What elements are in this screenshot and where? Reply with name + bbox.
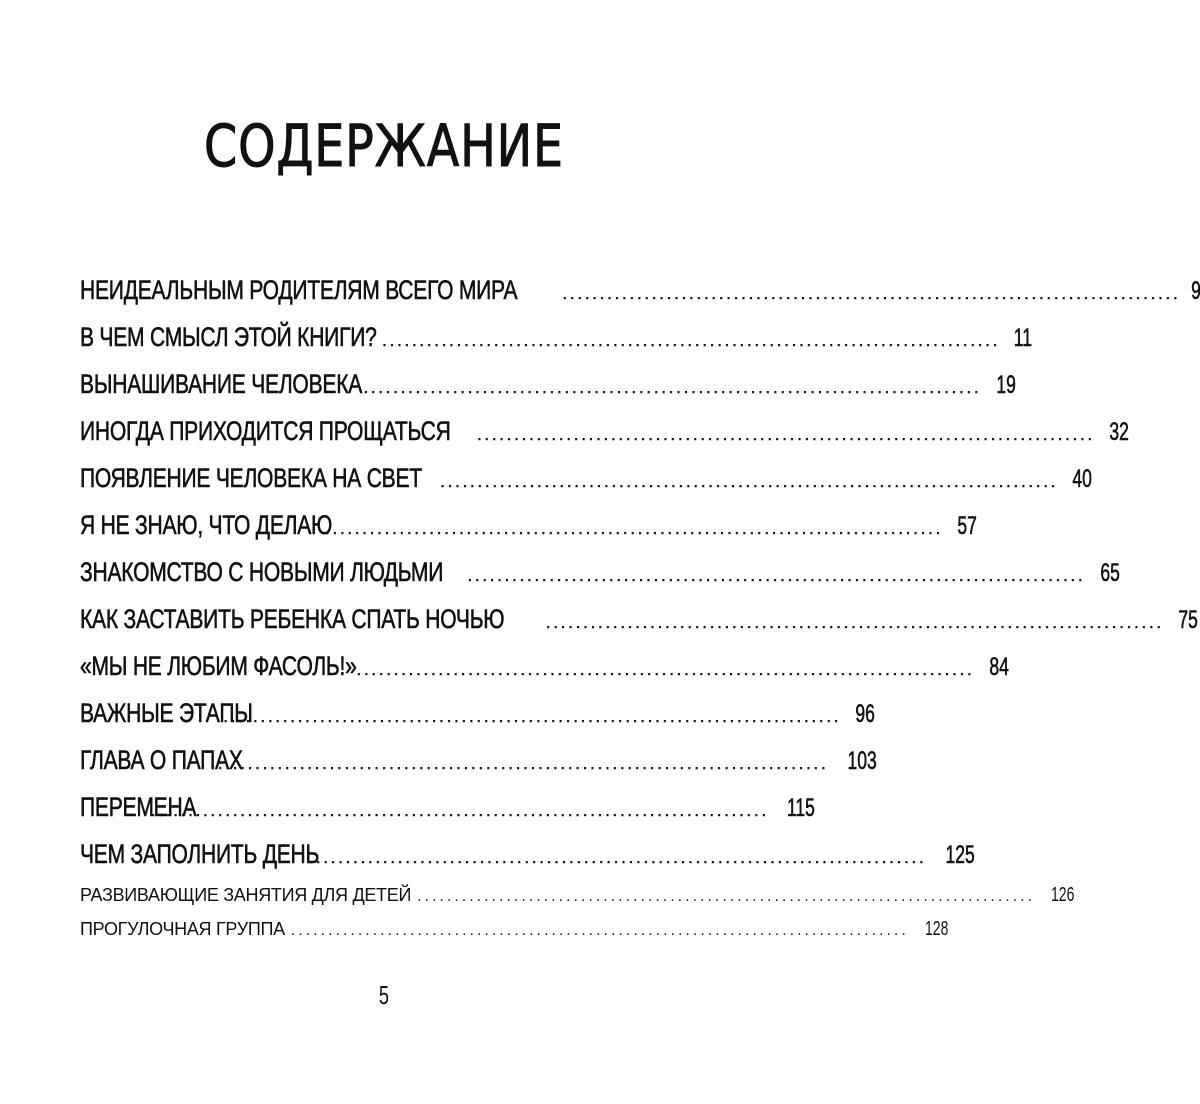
leader-dots: ................................................................................... — [477, 427, 1096, 444]
toc-entry-page: 11 — [1014, 324, 1033, 352]
toc-entry — [80, 416, 1129, 456]
toc-entry-page: 75 — [1178, 606, 1198, 634]
toc-entry-title: Я НЕ ЗНАЮ, ЧТО ДЕЛАЮ — [80, 510, 333, 540]
leader-dots: ................................................................................... — [546, 615, 1164, 632]
leader-dots: ................................................................................... — [417, 888, 1036, 905]
page-title: СОДЕРЖАНИЕ — [204, 112, 564, 180]
leader-dots: ................................................................................... — [467, 568, 1086, 585]
leader-dots: ................................................................................... — [440, 474, 1059, 491]
toc-entry — [80, 322, 1033, 362]
toc-entry-page: 125 — [945, 841, 975, 869]
toc-entry-title: ПЕРЕМЕНА — [80, 792, 197, 822]
toc-entry — [80, 604, 1198, 644]
toc-subentry — [80, 884, 1075, 914]
toc-entry-page: 84 — [988, 653, 1009, 681]
toc-entry — [80, 745, 877, 785]
toc-entry — [80, 698, 876, 738]
leader-dots: ................................................................................... — [308, 850, 927, 867]
leader-dots: ................................................................................... — [325, 521, 944, 538]
leader-dots: ................................................................................... — [363, 380, 982, 397]
leader-dots: ................................................................................... — [382, 333, 1001, 350]
leader-dots: ................................................................................... — [356, 662, 975, 679]
toc-entry-title: КАК ЗАСТАВИТЬ РЕБЕНКА СПАТЬ НОЧЬЮ — [80, 604, 505, 634]
toc-entry — [80, 792, 815, 832]
toc-entry — [80, 839, 975, 879]
toc-entry-title: В ЧЕМ СМЫСЛ ЭТОЙ КНИГИ? — [80, 322, 377, 352]
toc-entry-title: «МЫ НЕ ЛЮБИМ ФАСОЛЬ!» — [80, 651, 357, 681]
leader-dots: ................................................................................... — [210, 756, 829, 773]
toc-entry-title: ПОЯВЛЕНИЕ ЧЕЛОВЕКА НА СВЕТ — [80, 463, 422, 493]
toc-entry-title: ВАЖНЫЕ ЭТАПЫ — [80, 698, 253, 728]
toc-entry-title: ВЫНАШИВАНИЕ ЧЕЛОВЕКА — [80, 369, 363, 399]
toc-entry — [80, 369, 1016, 409]
toc-subentry-title: ПРОГУЛОЧНАЯ ГРУППА — [80, 919, 285, 939]
toc-subentry-title: РАЗВИВАЮЩИЕ ЗАНЯТИЯ ДЛЯ ДЕТЕЙ — [80, 885, 412, 905]
toc-subentry — [80, 918, 949, 948]
toc-entry-page: 32 — [1109, 418, 1129, 446]
toc-entry-title: ЗНАКОМСТВО С НОВЫМИ ЛЮДЬМИ — [80, 557, 444, 587]
leader-dots: ................................................................................... — [562, 286, 1181, 303]
page-number: 5 — [378, 980, 390, 1010]
toc-entry — [80, 651, 1009, 691]
toc-entry-page: 103 — [847, 747, 877, 775]
leader-dots: ................................................................................... — [151, 803, 770, 820]
toc-entry-title: ГЛАВА О ПАПАХ — [80, 745, 243, 775]
toc-entry-page: 9 — [1190, 277, 1200, 305]
toc-entry — [80, 557, 1120, 597]
toc-entry-title: ИНОГДА ПРИХОДИТСЯ ПРОЩАТЬСЯ — [80, 416, 451, 446]
toc-entry-page: 19 — [995, 371, 1016, 399]
toc-entry-page: 115 — [786, 794, 815, 822]
toc-entry-page: 40 — [1072, 465, 1093, 493]
toc-entry-page: 57 — [957, 512, 977, 540]
leader-dots: ................................................................................... — [223, 709, 842, 726]
toc-entry-page: 96 — [855, 700, 876, 728]
toc-subentry-page: 126 — [1051, 884, 1075, 906]
toc-entry — [80, 463, 1093, 503]
toc-entry-page: 65 — [1099, 559, 1120, 587]
toc-entry-title: ЧЕМ ЗАПОЛНИТЬ ДЕНЬ — [80, 839, 320, 869]
toc-subentry-page: 128 — [924, 918, 949, 940]
toc-entry — [80, 275, 1200, 315]
leader-dots: ................................................................................... — [290, 922, 909, 939]
toc-entry-title: НЕИДЕАЛЬНЫМ РОДИТЕЛЯМ ВСЕГО МИРА — [80, 275, 518, 305]
toc-entry — [80, 510, 977, 550]
